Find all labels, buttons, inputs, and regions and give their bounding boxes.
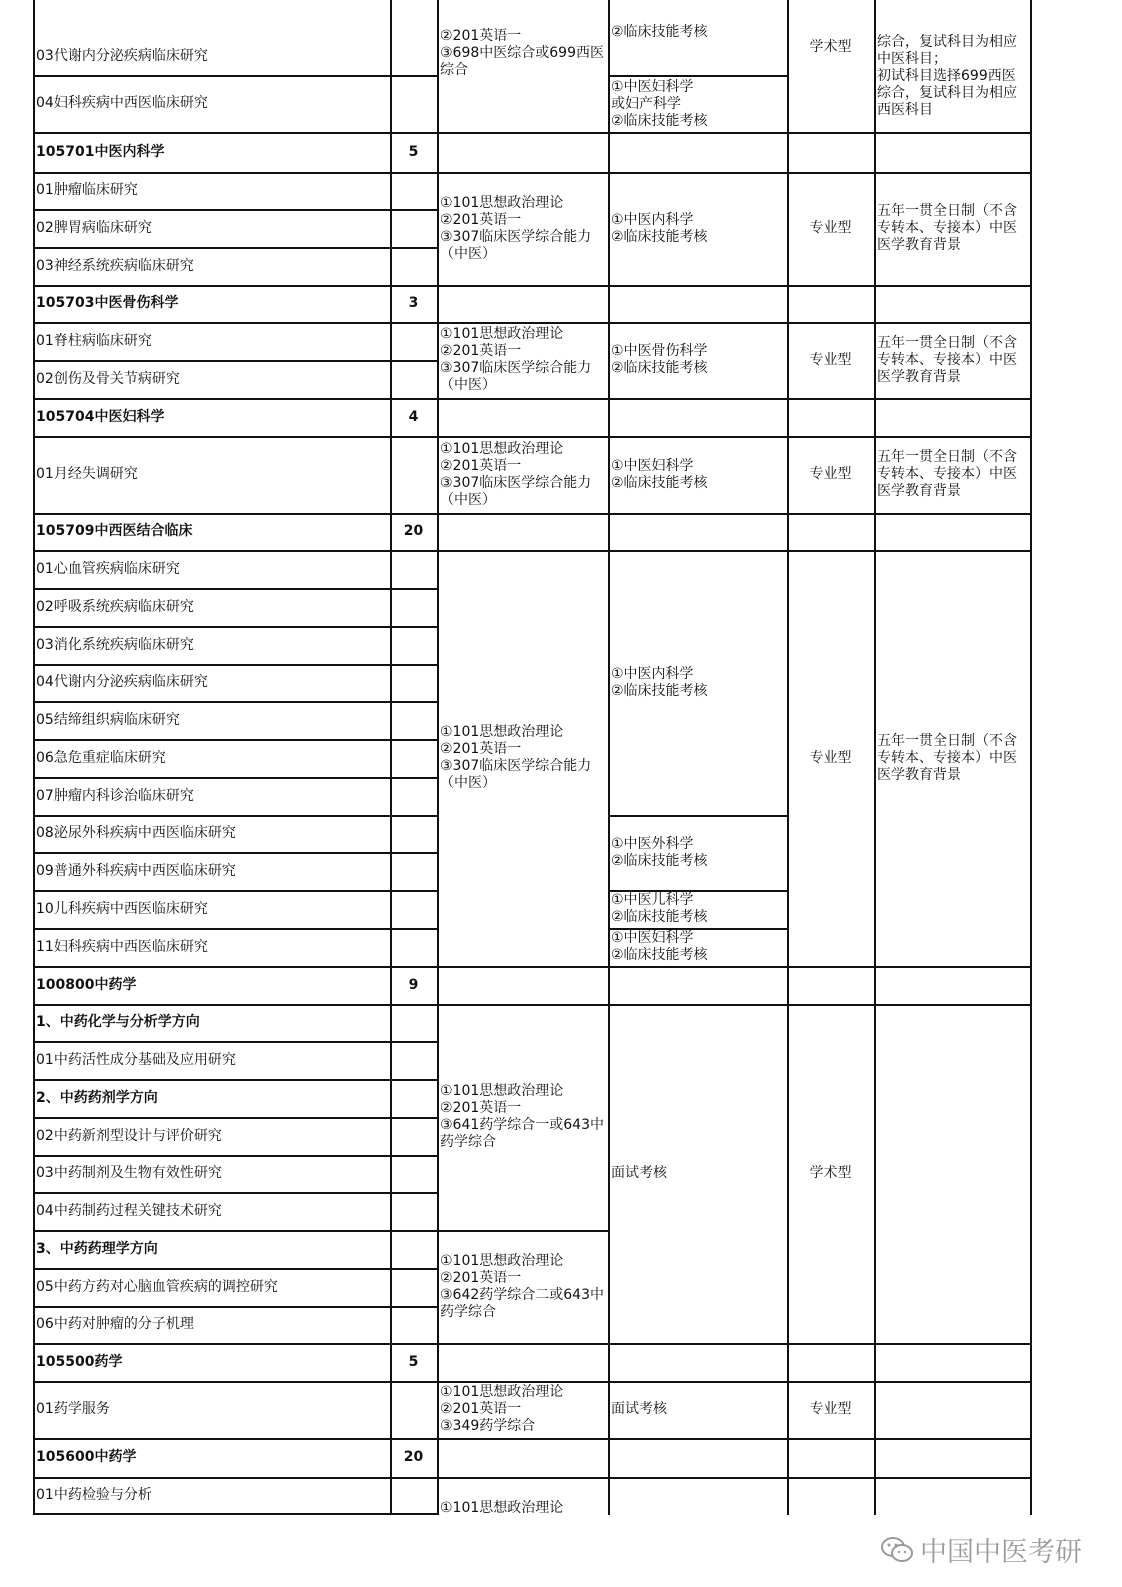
direction-cell: 02中药新剂型设计与评价研究 xyxy=(36,1127,222,1144)
exam-subjects: ①101思想政治理论 ②201英语一 ③642药学综合二或643中药学综合 xyxy=(440,1252,604,1320)
remarks: 五年一贯全日制（不含专转本、专接本）中医医学教育背景 xyxy=(877,449,1017,499)
major-title: 105704中医妇科学 xyxy=(36,408,165,425)
major-title: 105500药学 xyxy=(36,1353,123,1370)
retest-subjects: ①中医妇科学 或妇产科学 ②临床技能考核 xyxy=(611,78,708,129)
remarks: 五年一贯全日制（不含专转本、专接本）中医医学教育背景 xyxy=(877,334,1017,385)
retest-subjects: ②临床技能考核 xyxy=(611,23,708,40)
direction-cell: 03神经系统疾病临床研究 xyxy=(36,257,194,274)
grid-line xyxy=(33,1041,437,1043)
degree-type: 专业型 xyxy=(809,749,852,766)
enrollment-count: 4 xyxy=(408,408,419,425)
direction-cell: 07肿瘤内科诊治临床研究 xyxy=(36,787,194,804)
grid-line xyxy=(608,75,787,77)
grid-line xyxy=(33,1117,437,1119)
direction-cell: 04代谢内分泌疾病临床研究 xyxy=(36,674,208,690)
grid-line xyxy=(33,1155,437,1157)
retest-subjects: ①中医妇科学 ②临床技能考核 xyxy=(611,930,708,963)
direction-cell: 01中药活性成分基础及应用研究 xyxy=(36,1051,236,1068)
enrollment-count: 5 xyxy=(408,143,419,160)
degree-type: 学术型 xyxy=(809,1165,852,1181)
direction-cell: 03中药制剂及生物有效性研究 xyxy=(36,1165,222,1181)
degree-type: 专业型 xyxy=(809,220,852,236)
grid-line xyxy=(33,1268,437,1270)
direction-cell: 02呼吸系统疾病临床研究 xyxy=(36,598,194,615)
direction-cell: 1、中药化学与分析学方向 xyxy=(36,1014,200,1030)
grid-line xyxy=(33,360,437,362)
direction-cell: 01中药检验与分析 xyxy=(36,1486,152,1503)
grid-line xyxy=(33,1230,437,1232)
grid-line xyxy=(874,0,876,1515)
grid-line xyxy=(33,0,35,1515)
direction-cell: 03消化系统疾病临床研究 xyxy=(36,636,194,653)
grid-line xyxy=(608,0,610,1515)
major-title: 105701中医内科学 xyxy=(36,143,165,160)
retest-subjects: ①中医儿科学 ②临床技能考核 xyxy=(611,892,708,925)
grid-line xyxy=(33,75,437,77)
grid-line xyxy=(33,739,437,741)
grid-line xyxy=(33,777,437,779)
degree-type: 学术型 xyxy=(809,38,852,55)
direction-cell: 01脊柱病临床研究 xyxy=(36,332,152,349)
remarks: 五年一贯全日制（不含专转本、专接本）中医医学教育背景 xyxy=(877,732,1017,783)
grid-line xyxy=(33,815,437,817)
exam-subjects: ①101思想政治理论 ②201英语一 ③307临床医学综合能力（中医） xyxy=(440,194,592,262)
exam-subjects: ①101思想政治理论 ②201英语一 ③307临床医学综合能力（中医） xyxy=(440,724,592,791)
exam-subjects: ①101思想政治理论 ②201英语一 ③349药学综合 xyxy=(440,1384,564,1434)
grid-line xyxy=(33,890,437,892)
direction-cell: 06急危重症临床研究 xyxy=(36,749,166,766)
direction-cell: 05结缔组织病临床研究 xyxy=(36,711,180,728)
direction-cell: 01肿瘤临床研究 xyxy=(36,182,138,198)
enrollment-count: 3 xyxy=(408,295,419,311)
exam-subjects: ①101思想政治理论 xyxy=(440,1500,564,1515)
direction-cell: 01月经失调研究 xyxy=(36,466,138,482)
grid-line xyxy=(33,209,437,211)
grid-line xyxy=(33,626,437,628)
grid-line xyxy=(437,0,439,1515)
enrollment-count: 20 xyxy=(403,1449,424,1465)
direction-cell: 01药学服务 xyxy=(36,1401,110,1417)
retest-subjects: 面试考核 xyxy=(611,1165,667,1181)
grid-line xyxy=(1030,0,1032,1515)
major-title: 105709中西医结合临床 xyxy=(36,523,193,539)
direction-cell: 3、中药药理学方向 xyxy=(36,1240,158,1257)
direction-cell: 08泌尿外科疾病中西医临床研究 xyxy=(36,825,236,841)
major-title: 100800中药学 xyxy=(36,976,137,993)
direction-cell: 10儿科疾病中西医临床研究 xyxy=(36,900,208,917)
major-title: 105600中药学 xyxy=(36,1449,137,1465)
degree-type: 专业型 xyxy=(809,351,852,368)
retest-subjects: 面试考核 xyxy=(611,1401,667,1417)
grid-line xyxy=(33,1079,437,1081)
grid-line xyxy=(33,664,437,666)
direction-cell: 04中药制药过程关键技术研究 xyxy=(36,1202,222,1219)
direction-cell: 02脾胃病临床研究 xyxy=(36,219,152,236)
enrollment-count: 5 xyxy=(408,1353,419,1370)
direction-cell: 11妇科疾病中西医临床研究 xyxy=(36,938,208,955)
degree-type: 专业型 xyxy=(809,466,852,482)
retest-subjects: ①中医骨伤科学 ②临床技能考核 xyxy=(611,343,708,376)
direction-cell: 06中药对肿瘤的分子机理 xyxy=(36,1316,194,1332)
grid-line xyxy=(787,0,789,1515)
direction-cell: 04妇科疾病中西医临床研究 xyxy=(36,95,208,111)
major-title: 105703中医骨伤科学 xyxy=(36,295,179,311)
grid-line xyxy=(33,852,437,854)
direction-cell: 01心血管疾病临床研究 xyxy=(36,560,180,577)
grid-line xyxy=(33,928,437,930)
grid-line xyxy=(33,1306,437,1308)
exam-subjects: ①101思想政治理论 ②201英语一 ③307临床医学综合能力（中医） xyxy=(440,440,592,508)
direction-cell: 03代谢内分泌疾病临床研究 xyxy=(36,48,208,64)
grid-line xyxy=(608,928,787,930)
degree-type: 专业型 xyxy=(809,1401,852,1417)
grid-line xyxy=(33,1192,437,1194)
grid-line xyxy=(33,1513,437,1515)
direction-cell: 2、中药药剂学方向 xyxy=(36,1089,158,1106)
watermark-text: 中国中医考研 xyxy=(920,1537,1082,1568)
direction-cell: 05中药方药对心脑血管疾病的调控研究 xyxy=(36,1278,278,1295)
grid-line xyxy=(608,815,787,817)
exam-subjects: ①101思想政治理论 ②201英语一 ③307临床医学综合能力（中医） xyxy=(440,326,592,393)
direction-cell: 02创伤及骨关节病研究 xyxy=(36,370,180,387)
grid-line xyxy=(33,247,437,249)
wechat-icon xyxy=(880,1535,914,1565)
retest-subjects: ①中医外科学 ②临床技能考核 xyxy=(611,835,708,869)
grid-line xyxy=(33,701,437,703)
grid-line xyxy=(608,890,787,892)
remarks: 五年一贯全日制（不含专转本、专接本）中医医学教育背景 xyxy=(877,203,1017,253)
grid-line xyxy=(33,588,437,590)
retest-subjects: ①中医内科学 ②临床技能考核 xyxy=(611,665,708,699)
retest-subjects: ①中医妇科学 ②临床技能考核 xyxy=(611,457,708,491)
watermark xyxy=(880,1530,1082,1569)
enrollment-count: 9 xyxy=(408,976,419,993)
grid-line xyxy=(390,0,392,1515)
enrollment-count: 20 xyxy=(403,523,424,539)
exam-subjects: ②201英语一 ③698中医综合或699西医综合 xyxy=(440,28,604,78)
direction-cell: 09普通外科疾病中西医临床研究 xyxy=(36,862,236,879)
remarks: 综合，复试科目为相应中医科目； 初试科目选择699西医综合，复试科目为相应西医科目 xyxy=(877,34,1017,118)
exam-subjects: ①101思想政治理论 ②201英语一 ③641药学综合一或643中药学综合 xyxy=(440,1083,604,1150)
retest-subjects: ①中医内科学 ②临床技能考核 xyxy=(611,211,708,245)
